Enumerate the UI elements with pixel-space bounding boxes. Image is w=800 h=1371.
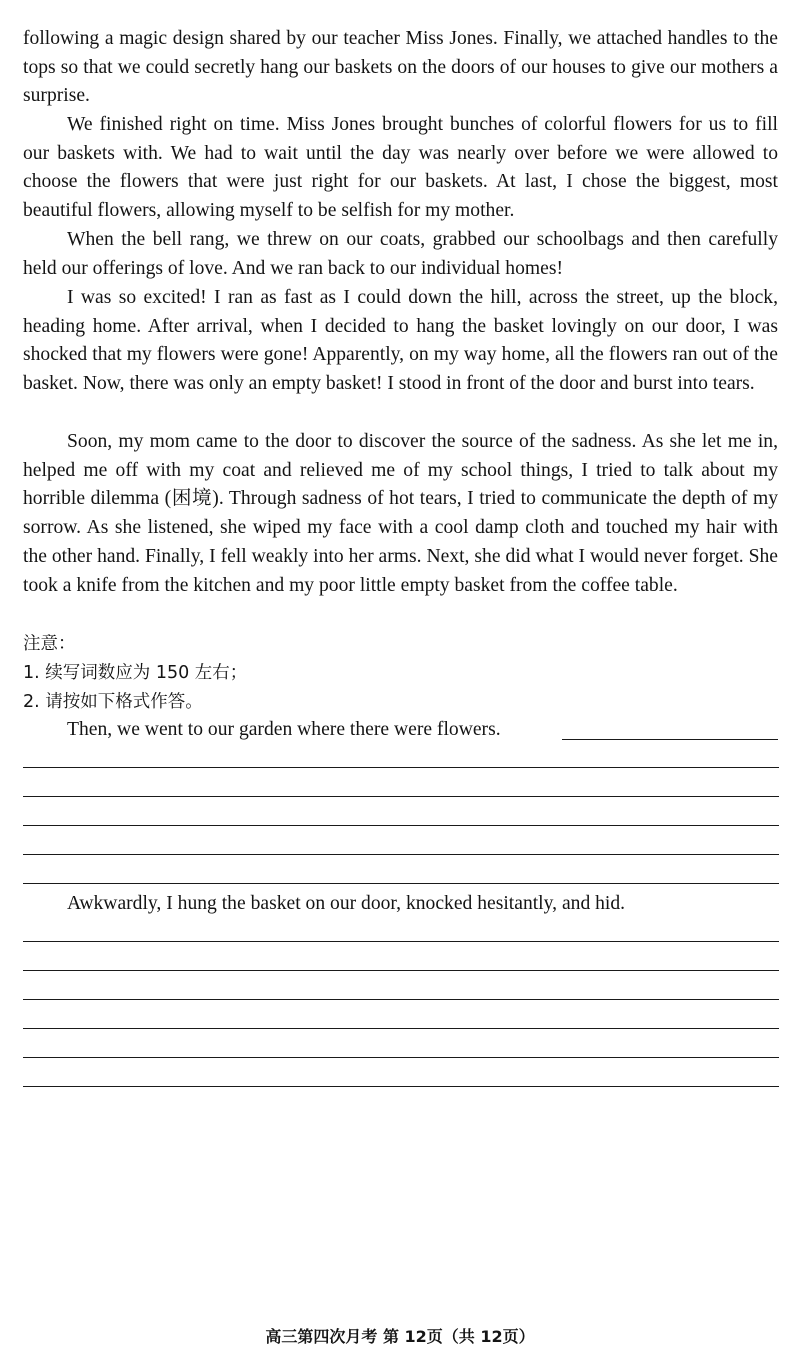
continuation-prompt-2: Awkwardly, I hung the basket on our door, knocked hesitantly, and hid.	[67, 893, 626, 914]
answer-line[interactable]	[23, 883, 779, 884]
answer-line[interactable]	[23, 825, 779, 826]
answer-line[interactable]	[562, 739, 778, 740]
notes-item-format: 2. 请按如下格式作答。	[23, 692, 203, 712]
answer-line[interactable]	[23, 796, 779, 797]
notes-heading: 注意：	[23, 634, 76, 654]
answer-line[interactable]	[23, 941, 779, 942]
page-footer: 高三第四次月考 第 12页（共 12页）	[265, 1327, 535, 1346]
answer-line[interactable]	[23, 999, 779, 1000]
answer-line[interactable]	[23, 1028, 779, 1029]
answer-line[interactable]	[23, 1086, 779, 1087]
answer-line[interactable]	[23, 970, 779, 971]
answer-line[interactable]	[23, 1057, 779, 1058]
answer-line[interactable]	[23, 767, 779, 768]
passage-paragraph-1: following a magic design shared by our teacher Miss Jones. Finally, we attached handles to the tops so that we could secretly hang our baskets on the doors of our houses to give our mothers a surprise.	[23, 28, 778, 107]
passage-paragraph-2: We finished right on time. Miss Jones brought bunches of colorful flowers for us to fill our baskets with. We had to wait until the day was nearly over before we were allowed to choose the flowers that were just right for our baskets. At last, I chose the biggest, most beautiful flowers, allowing myself to be selfish for my mother.	[23, 114, 778, 222]
continuation-prompt-1: Then, we went to our garden where there were flowers.	[67, 719, 501, 740]
passage-paragraph-5: Soon, my mom came to the door to discover the source of the sadness. As she let me in, helped me off with my coat and relieved me of my school things, I tried to talk about my horrible dilemma (困境). Through sadness of hot tears, I tried to communicate the depth of my sorrow. As she listened, she wiped my face with a cool damp cloth and touched my hair with the other hand. Finally, I fell weakly into her arms. Next, she did what I would never forget. She took a knife from the kitchen and my poor little empty basket from the coffee table.	[23, 431, 778, 596]
passage-paragraph-4: I was so excited! I ran as fast as I could down the hill, across the street, up the block, heading home. After arrival, when I decided to hang the basket lovingly on our door, I was shocked that my flowers were gone! Apparently, on my way home, all the flowers ran out of the basket. Now, there was only an empty basket! I stood in front of the door and burst into tears.	[23, 287, 778, 395]
answer-line[interactable]	[23, 854, 779, 855]
passage-paragraph-3: When the bell rang, we threw on our coats, grabbed our schoolbags and then carefully held our offerings of love. And we ran back to our individual homes!	[23, 229, 778, 279]
notes-item-word-count: 1. 续写词数应为 150 左右；	[23, 663, 248, 683]
